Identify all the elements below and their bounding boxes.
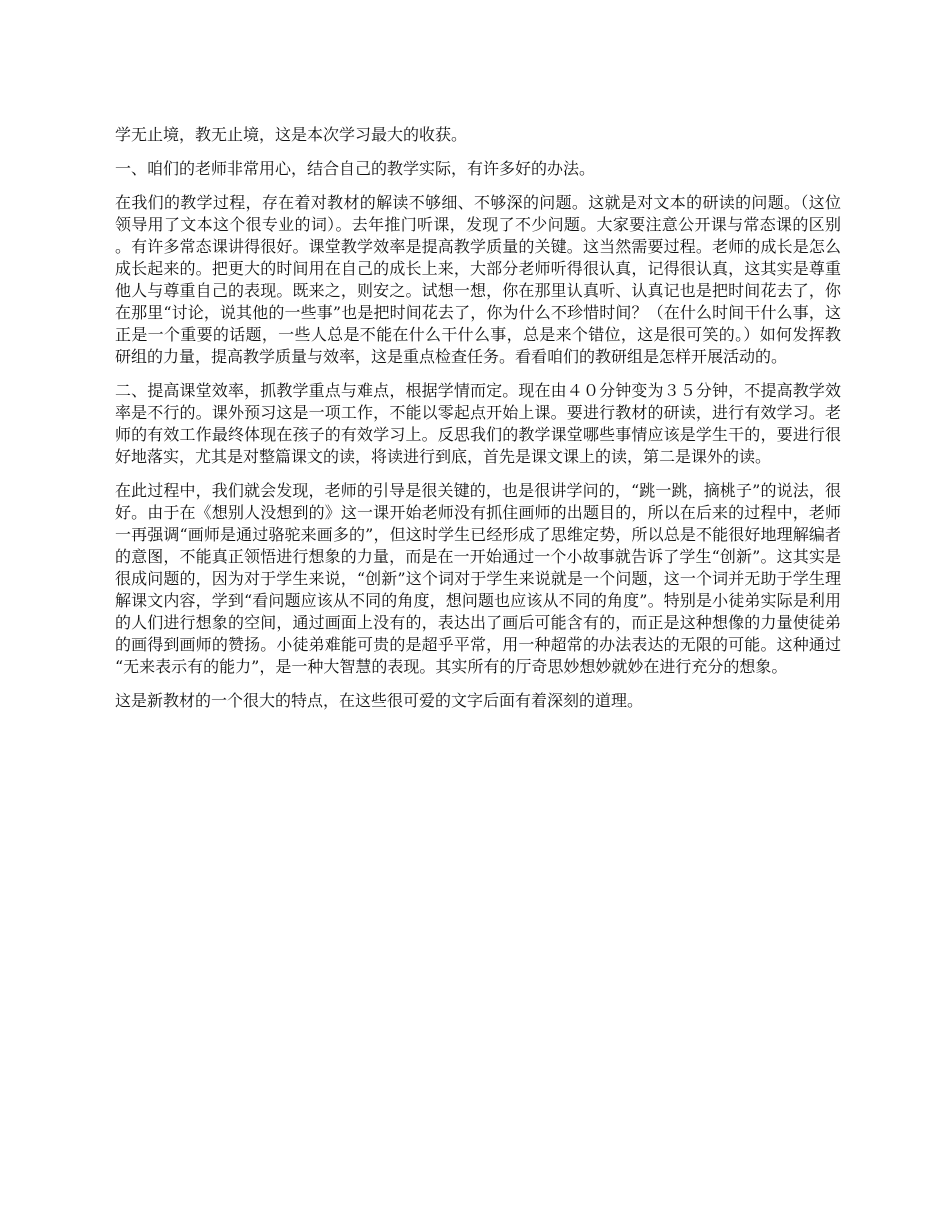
document-body [115, 124, 841, 724]
paragraph-guidance: 在此过程中，我们就会发现，老师的引导是很关键的，也是很讲学问的，“跳一跳，摘桃子”的说法，很好。由于在《想别人没想到的》这一课开始老师没有抓住画师的出题目的，所以在后来的过程中，老师一再强调“画师是通过骆驼来画多的”，但这时学生已经形成了思维定势，所以总是不能很好地理解编者的意图，不能真正领悟进行想象的力量，而是在一开始通过一个小故事就告诉了学生“创新”。这其实是很成问题的，因为对于学生来说，“创新”这个词对于学生来说就是一个问题，这一个词并无助于学生理解课文内容，学到“看问题应该从不同的角度，想问题也应该从不同的角度”。特别是小徒弟实际是利用的人们进行想象的空间，通过画面上没有的，表达出了画后可能含有的，而正是这种想像的力量使徒弟的画得到画师的赞扬。小徒弟难能可贵的是超乎平常，用一种超常的办法表达的无限的可能。这种通过“无来表示有的能力”，是一种大智慧的表现。其实所有的厅奇思妙想妙就妙在进行充分的想象。 [115, 481, 841, 676]
paragraph-section-two: 二、提高课堂效率，抓教学重点与难点，根据学情而定。现在由４０分钟变为３５分钟，不提高教学效率是不行的。课外预习这是一项工作，不能以零起点开始上课。要进行教材的研读，进行有效学习。老师的有效工作最终体现在孩子的有效学习上。反思我们的教学课堂哪些事情应该是学生干的，要进行很好地落实，尤其是对整篇课文的读，将读进行到底，首先是课文课上的读，第二是课外的读。 [115, 381, 841, 466]
paragraph-text-study: 在我们的教学过程，存在着对教材的解读不够细、不够深的问题。这就是对文本的研读的问题。（这位领导用了文本这个很专业的词）。去年推门听课，发现了不少问题。大家要注意公开课与常态课的区别。有许多常态课讲得很好。课堂教学效率是提高教学质量的关键。这当然需要过程。老师的成长是怎么成长起来的。把更大的时间用在自己的成长上来，大部分老师听得很认真，记得很认真，这其实是尊重他人与尊重自己的表现。既来之，则安之。试想一想，你在那里认真听、认真记也是把时间花去了，你在那里“讨论，说其他的一些事”也是把时间花去了，你为什么不珍惜时间？（在什么时间干什么事，这正是一个重要的话题，一些人总是不能在什么干什么事，总是来个错位，这是很可笑的。）如何发挥教研组的力量，提高教学质量与效率，这是重点检查任务。看看咱们的教研组是怎样开展活动的。 [115, 193, 841, 366]
paragraph-conclusion: 这是新教材的一个很大的特点，在这些很可爱的文字后面有着深刻的道理。 [115, 691, 644, 710]
paragraph-intro: 学无止境，教无止境，这是本次学习最大的收获。 [115, 125, 468, 144]
paragraph-section-one-heading: 一、咱们的老师非常用心，结合自己的教学实际，有许多好的办法。 [115, 159, 596, 178]
